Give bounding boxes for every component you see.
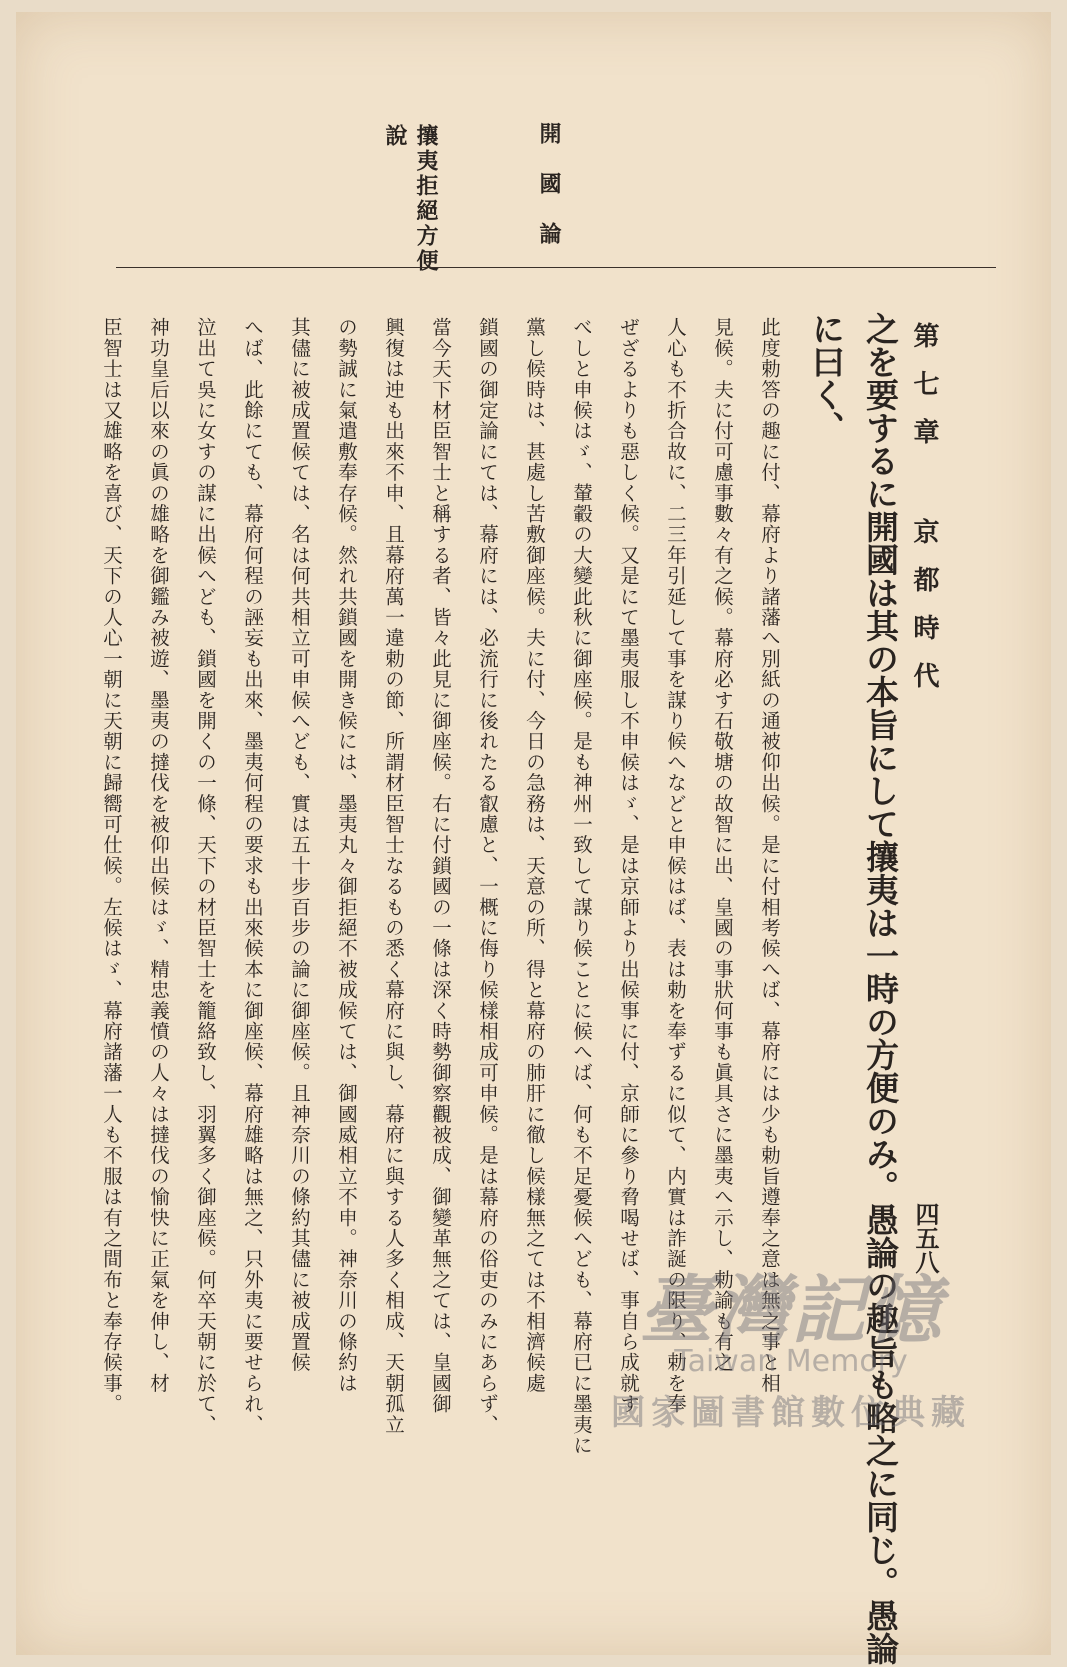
text-column: 見候。夫に付可慮事數々有之候。幕府必す石敬塘の故智に出、皇國の事狀何事も眞具さに墨夷へ示し、勅諭も有之 [711, 317, 734, 1373]
text-column: 此度勅答の趣に付、幕府より諸藩へ別紙の通被仰出候。是に付相考候へば、幕府には少も勅旨遵奉之意は無之事と相 [758, 317, 781, 1394]
text-column: 臣智士は又雄略を喜び、天下の人心一朝に天朝に歸嚮可仕候。左候はゞ、幕府諸藩一人も不服は有之間布と奉存候事。 [100, 317, 123, 1415]
text-column: 人心も不折合故に、二三年引延して事を謀り候へなどと申候はば、表は勅を奉ずるに似て、内實は詐誕の限り、勅を奉 [664, 317, 687, 1415]
page-number: 四五八 [911, 1202, 940, 1274]
chapter-header: 第七章 京都時代 [909, 322, 939, 710]
book-page [16, 12, 1051, 1665]
watermark-logo-text: 臺灣記憶 [639, 1268, 943, 1354]
header-rule [116, 267, 996, 268]
lead-line-1: 之を要するに開國は其の本旨にして攘夷は一時の方便のみ。愚論の趣旨も略之に同じ。愚論 [861, 312, 900, 1665]
text-column: 神功皇后以來の眞の雄略を御鑑み被遊、墨夷の撻伐を被仰出候はゞ、精忠義憤の人々は撻伐の愉快に正氣を伸し、材 [147, 317, 170, 1394]
text-column: べしと申候はゞ、輦轂の大變此秋に御座候。是も神州一致して謀り候ことに候へば、何も不足憂候へども、幕府已に墨夷に [570, 317, 593, 1456]
text-column: 其儘に被成置候ては、名は何共相立可申候へども、實は五十步百步の論に御座候。且神奈川の條約其儘に被成置候 [288, 317, 311, 1373]
text-column: へば、此餘にても、幕府何程の誣妄も出來、墨夷何程の要求も出來候本に御座候、幕府雄略は無之、只外夷に要せられ、 [241, 317, 264, 1435]
watermark-english: Taiwan Memory [674, 1344, 908, 1379]
text-column: 黨し候時は、甚處し苦敷御座候。夫に付、今日の急務は、天意の所、得と幕府の肺肝に徹し候樣無之ては不相濟候處 [523, 317, 546, 1394]
text-column: 泣出て吳に女すの謀に出候へども、鎖國を開くの一條、天下の材臣智士を籠絡致し、羽翼多く御座候。何卒天朝に於て、 [194, 317, 217, 1435]
text-column: ぜざるよりも惡しく候。又是にて墨夷服し不申候はゞ、是は京師より出候事に付、京師に參り脅喝せば、事自ら成就す [617, 317, 640, 1415]
watermark-chinese: 國家圖書館數位典藏 [611, 1393, 971, 1433]
library-watermark [611, 1252, 971, 1434]
margin-note-kaikoku: 開國論 [536, 122, 562, 272]
text-column: 當今天下材臣智士と稱する者、皆々此見に御座候。右に付鎖國の一條は深く時勢御察觀被成、御變革無之ては、皇國御 [429, 317, 452, 1415]
text-column: の勢誠に氣遣敷奉存候。然れ共鎖國を開き候には、墨夷丸々御拒絕不被成候ては、御國威相立不申。神奈川の條約は [335, 317, 358, 1394]
text-column: 鎖國の御定論にては、幕府には、必流行に後れたる叡慮と、一概に侮り候樣相成可申候。是は幕府の俗吏のみにあらず、 [476, 317, 499, 1435]
text-column: 興復は迚も出來不申、且幕府萬一違勅の節、所謂材臣智士なるもの悉く幕府に與し、幕府に與する人多く相成、天朝孤立 [382, 317, 405, 1435]
margin-note-joi: 攘夷拒絕方便說 [382, 124, 439, 274]
lead-line-2: に曰く、 [807, 312, 846, 444]
